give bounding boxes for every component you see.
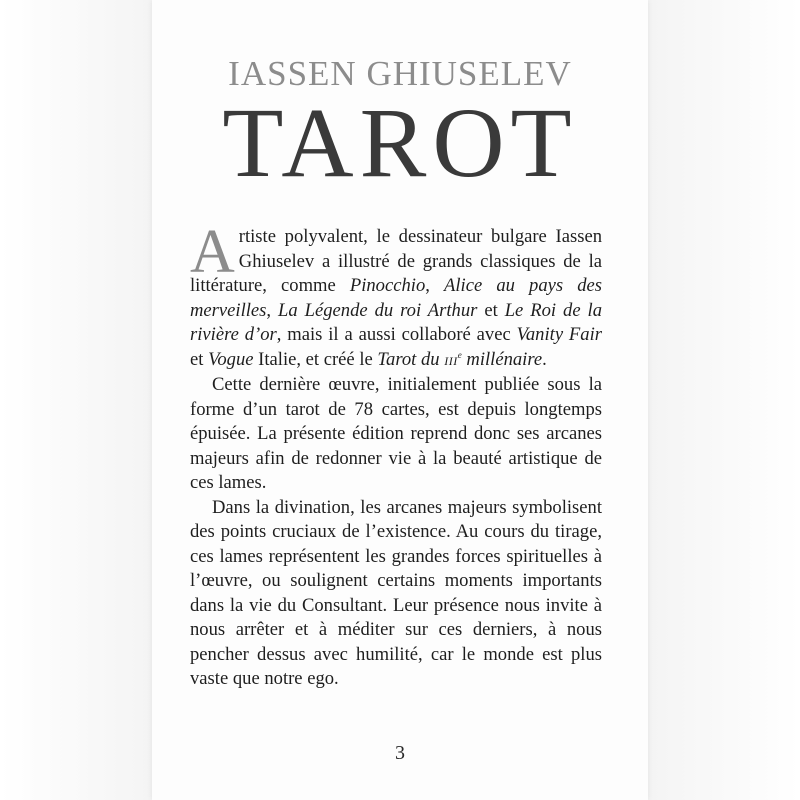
body-text (190, 218, 603, 692)
italic-title: Tarot du IIIe millénaire (377, 348, 543, 370)
book-page (152, 0, 648, 800)
italic-title: Vanity Fair (516, 324, 602, 345)
book-title: TAROT (222, 87, 578, 198)
italic-title: Pinocchio (349, 275, 426, 296)
paragraph-2: Cette dernière œuvre, initialement publiée sous la forme d’un tarot de 78 cartes, est depuis longtemps épuisée. La présente édition reprend donc ses arcanes majeurs afin de redonner vie à la beauté artistique de ces lames. (190, 374, 602, 493)
small-caps-numeral: III (444, 353, 458, 368)
superscript: e (457, 349, 462, 360)
background-left (0, 0, 152, 800)
paragraph-1: Artiste polyvalent, le dessinateur bulgare Iassen Ghiuselev a illustré de grands classiques de la littérature, comme Pinocchio, Alice au pays des merveilles, La Légende du roi Arthur et Le Roi de la rivière d’or, mais il a aussi collaboré avec Vanity Fair et Vogue Italie, et créé le Tarot du IIIe millénaire. (190, 218, 603, 370)
italic-title: La Légende du roi Arthur (278, 299, 478, 321)
author-name: IASSEN GHIUSELEV (228, 54, 572, 93)
italic-title: Le Roi de la rivière d’or (190, 299, 603, 345)
italic-title: Vogue (208, 348, 254, 370)
background-right (648, 0, 800, 800)
italic-title: Alice au pays des merveilles (190, 275, 602, 321)
paragraph-3: Dans la divination, les arcanes majeurs symbolisent des points cruciaux de l’existence. Au cours du tirage, ces lames représentent les grandes forces spirituelles à l’œuvre, ou soulignent certains moments importants dans la vie du Consultant. Leur présence nous invite à nous arrêter et à méditer sur ces derniers, à nous pencher dessus avec humilité, car le monde est plus vaste que notre ego. (190, 496, 602, 689)
drop-cap: A (190, 218, 235, 286)
page-number: 3 (395, 742, 405, 764)
